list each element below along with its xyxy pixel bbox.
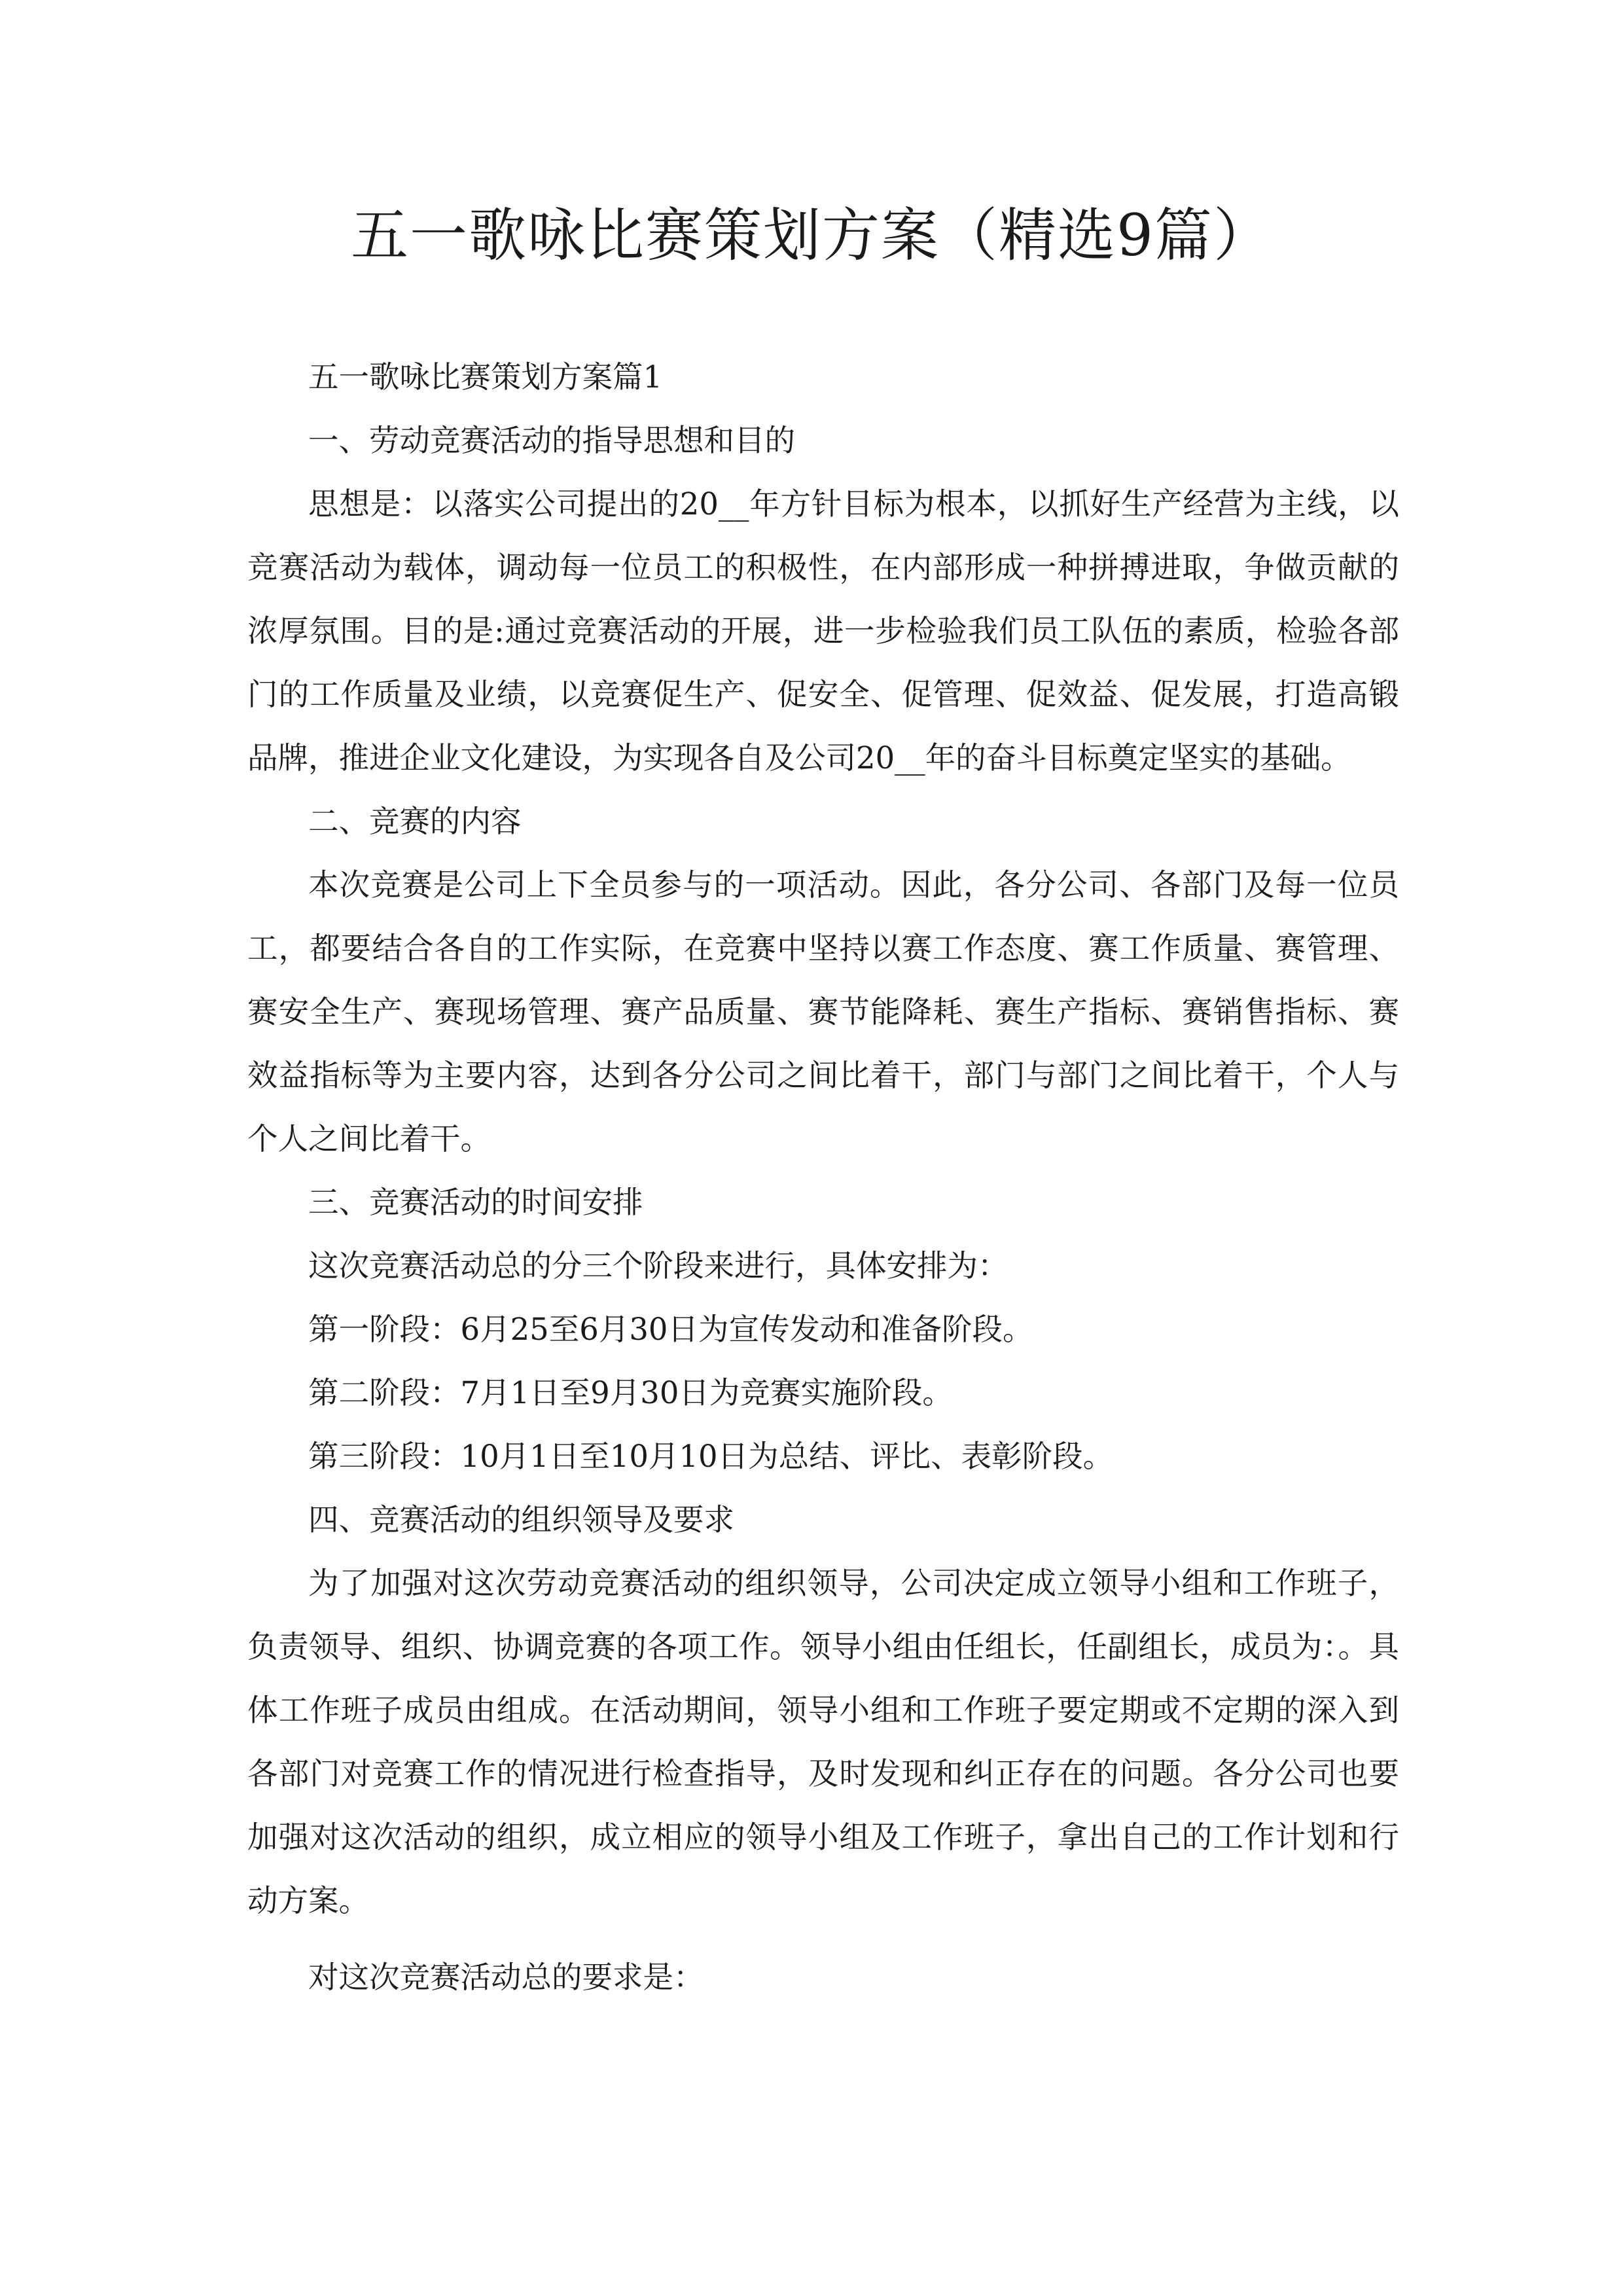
body-paragraph: 对这次竞赛活动总的要求是：: [308, 1960, 704, 1995]
schedule-item: 第一阶段：6月25至6月30日为宣传发动和准备阶段。: [308, 1312, 1033, 1347]
subsection-heading: 一、劳动竞赛活动的指导思想和目的: [308, 423, 795, 458]
schedule-item: 第二阶段：7月1日至9月30日为竞赛实施阶段。: [308, 1375, 953, 1410]
section-heading: 五一歌咏比赛策划方案篇1: [308, 359, 663, 395]
subsection-heading: 二、竞赛的内容: [308, 804, 522, 839]
body-paragraph: 为了加强对这次劳动竞赛活动的组织领导，公司决定成立领导小组和工作班子，负责领导、组织、协调竞赛的各项工作。领导小组由任组长，任副组长，成员为：。具体工作班子成员由组成。在活动期间，领导小组和工作班子要定期或不定期的深入到各部门对竞赛工作的情况进行检查指导，及时发现和纠正存在的问题。各分公司也要加强对这次活动的组织，成立相应的领导小组及工作班子，拿出自己的工作计划和行动方案。: [247, 1566, 1399, 1918]
document-title: 五一歌咏比赛策划方案（精选9篇）: [351, 202, 1272, 269]
body-paragraph: 思想是：以落实公司提出的20__年方针目标为根本，以抓好生产经营为主线，以竞赛活动为载体，调动每一位员工的积极性，在内部形成一种拼搏进取，争做贡献的浓厚氛围。目的是:通过竞赛活动的开展，进一步检验我们员工队伍的素质，检验各部门的工作质量及业绩，以竞赛促生产、促安全、促管理、促效益、促发展，打造高锻品牌，推进企业文化建设，为实现各自及公司20__年的奋斗目标奠定坚实的基础。: [247, 486, 1399, 776]
body-paragraph: 本次竞赛是公司上下全员参与的一项活动。因此，各分公司、各部门及每一位员工，都要结合各自的工作实际，在竞赛中坚持以赛工作态度、赛工作质量、赛管理、赛安全生产、赛现场管理、赛产品质量、赛节能降耗、赛生产指标、赛销售指标、赛效益指标等为主要内容，达到各分公司之间比着干，部门与部门之间比着干，个人与个人之间比着干。: [247, 867, 1399, 1157]
subsection-heading: 四、竞赛活动的组织领导及要求: [308, 1502, 734, 1537]
document-body: [247, 346, 1399, 2009]
subsection-heading: 三、竞赛活动的时间安排: [308, 1185, 643, 1220]
schedule-item: 第三阶段：10月1日至10月10日为总结、评比、表彰阶段。: [308, 1439, 1114, 1474]
body-paragraph: 这次竞赛活动总的分三个阶段来进行，具体安排为：: [308, 1248, 1008, 1283]
